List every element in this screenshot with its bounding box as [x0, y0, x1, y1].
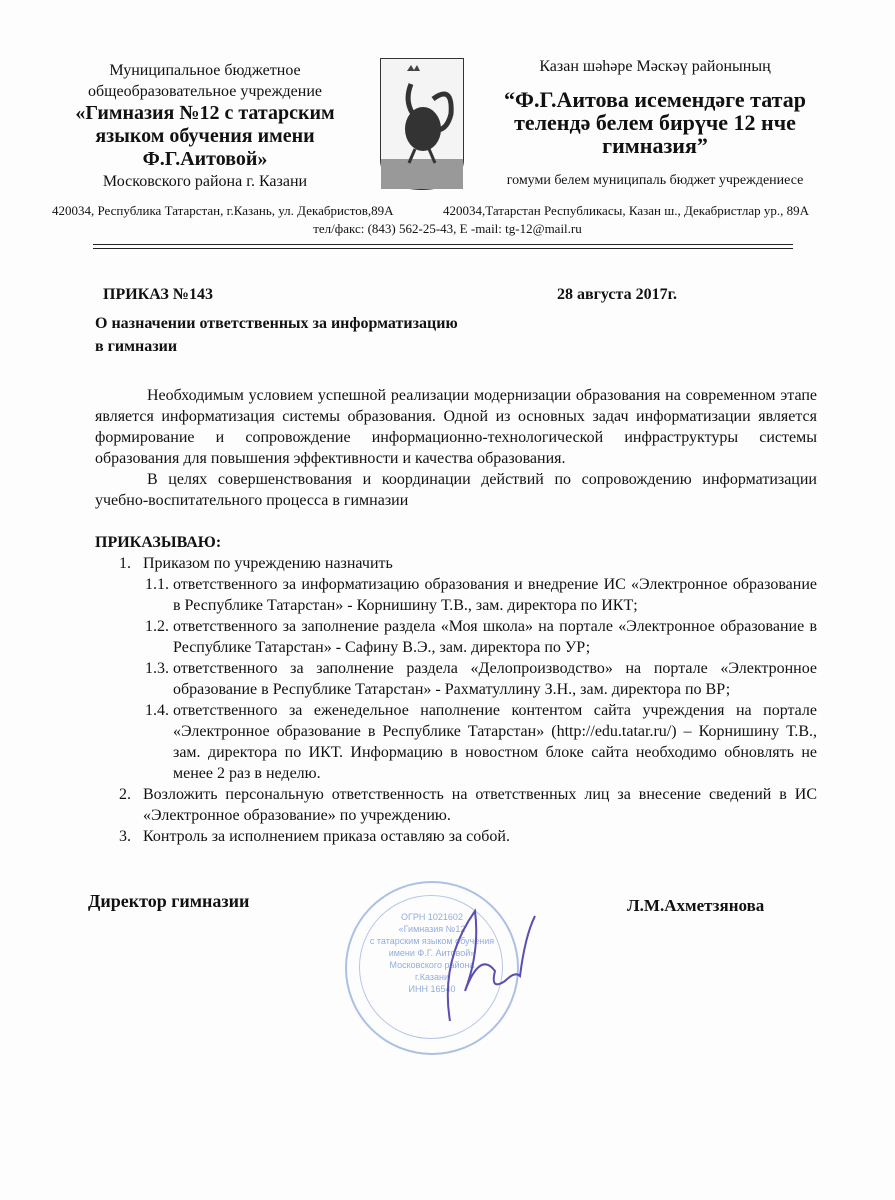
item-number: 1.: [119, 555, 131, 572]
header-line: Московского района г. Казани: [102, 173, 308, 190]
item-number: 1.4.: [145, 702, 169, 719]
stamp-text: имени Ф.Г. Аитовой»: [388, 948, 476, 958]
paragraph: В целях совершенствования и координации действий по сопровождению информатизации учебно-воспитательного процесса в гимназии: [95, 471, 817, 509]
order-date: 28 августа 2017г.: [557, 286, 678, 303]
list-item: [95, 784, 817, 826]
list-item: [95, 700, 817, 784]
list-item: [95, 658, 817, 700]
item-text: Приказом по учреждению назначить: [143, 555, 393, 572]
contacts: тел/факс: (843) 562-25-43, E -mail: tg-12@mail.ru: [313, 221, 582, 236]
order-subject: О назначении ответственных за информатизацию: [95, 315, 458, 332]
header-line: гомуми белем муниципаль бюджет учреждениесе: [506, 173, 804, 188]
item-text: Возложить персональную ответственность на ответственных лиц за внесение сведений в ИС «Электронное образование» по учреждению.: [143, 786, 817, 824]
list-item: [95, 553, 817, 574]
header-line: общеобразовательное учреждение: [88, 83, 322, 100]
order-word: ПРИКАЗЫВАЮ:: [95, 534, 222, 551]
item-text: ответственного за еженедельное наполнение контентом сайта учреждения на портале «Электронное образование в Республике Татарстан» (http://edu.tatar.ru/) – Корнишину Т.В., зам. директора по ИКТ. Информацию в новостном блоке сайта необходимо обновлять не менее 2 раз в неделю.: [173, 702, 817, 782]
item-number: 1.1.: [145, 576, 169, 593]
item-text: ответственного за заполнение раздела «Моя школа» на портале «Электронное образование в Республике Татарстан» - Сафину В.Э., зам. директора по УР;: [173, 618, 817, 656]
stamp-text: ОГРН 1021602: [401, 912, 463, 922]
coat-of-arms-logo: [380, 58, 464, 190]
stamp-text: «Гимназия №12: [398, 924, 466, 934]
divider: [93, 244, 793, 249]
item-number: 2.: [119, 786, 131, 803]
stamp-text: ИНН 16540: [408, 984, 456, 994]
order-list: [95, 553, 817, 847]
address-tt: 420034,Татарстан Республикасы, Казан ш., Декабристлар ур., 89А: [443, 203, 810, 218]
paragraph: Необходимым условием успешной реализации модернизации образования на современном этапе является информатизация системы образования. Одной из основных задач информатизации является формирование и сопровождение информационно-технологической инфраструктуры системы образования для повышения эффективности и качества образования.: [95, 387, 817, 467]
item-number: 3.: [119, 828, 131, 845]
list-item: [95, 574, 817, 616]
address-ru: 420034, Республика Татарстан, г.Казань, ул. Декабристов,89А: [52, 203, 394, 218]
school-name-ru: «Гимназия №12 с татарским языком обучения имени Ф.Г.Аитовой»: [75, 102, 335, 170]
stamp-text: г.Казани: [415, 972, 449, 982]
list-item: [95, 826, 817, 847]
item-text: ответственного за информатизацию образования и внедрение ИС «Электронное образование в Республике Татарстан» - Корнишину Т.В., зам. директора по ИКТ;: [173, 576, 817, 614]
item-number: 1.3.: [145, 660, 169, 677]
stamp-text: с татарским языком обучения: [369, 936, 495, 946]
signatory-name: Л.М.Ахметзянова: [627, 896, 765, 915]
item-text: ответственного за заполнение раздела «Делопроизводство» на портале «Электронное образование в Республике Татарстан» - Рахматуллину З.Н., зам. директора по ВР;: [173, 660, 817, 698]
dragon-icon: [381, 59, 463, 189]
stamp-text: Московского района: [389, 960, 475, 970]
order-number: ПРИКАЗ №143: [103, 286, 213, 303]
item-number: 1.2.: [145, 618, 169, 635]
signatory-position: Директор гимназии: [88, 891, 250, 911]
signature-block: [88, 881, 817, 1071]
header-line: Казан шәһәре Мәскәү районының: [539, 58, 771, 75]
order-body: [88, 385, 817, 1071]
item-text: Контроль за исполнением приказа оставляю за собой.: [143, 828, 510, 845]
header-left: [40, 60, 370, 192]
handwritten-signature: [430, 901, 540, 1031]
school-name-tt: “Ф.Г.Аитова исемендәге татар телендә белем бирүче 12 нче гимназия”: [504, 87, 806, 158]
header-right: [480, 58, 830, 189]
order-subject: в гимназии: [95, 338, 178, 355]
header-line: Муниципальное бюджетное: [109, 62, 301, 79]
list-item: [95, 616, 817, 658]
